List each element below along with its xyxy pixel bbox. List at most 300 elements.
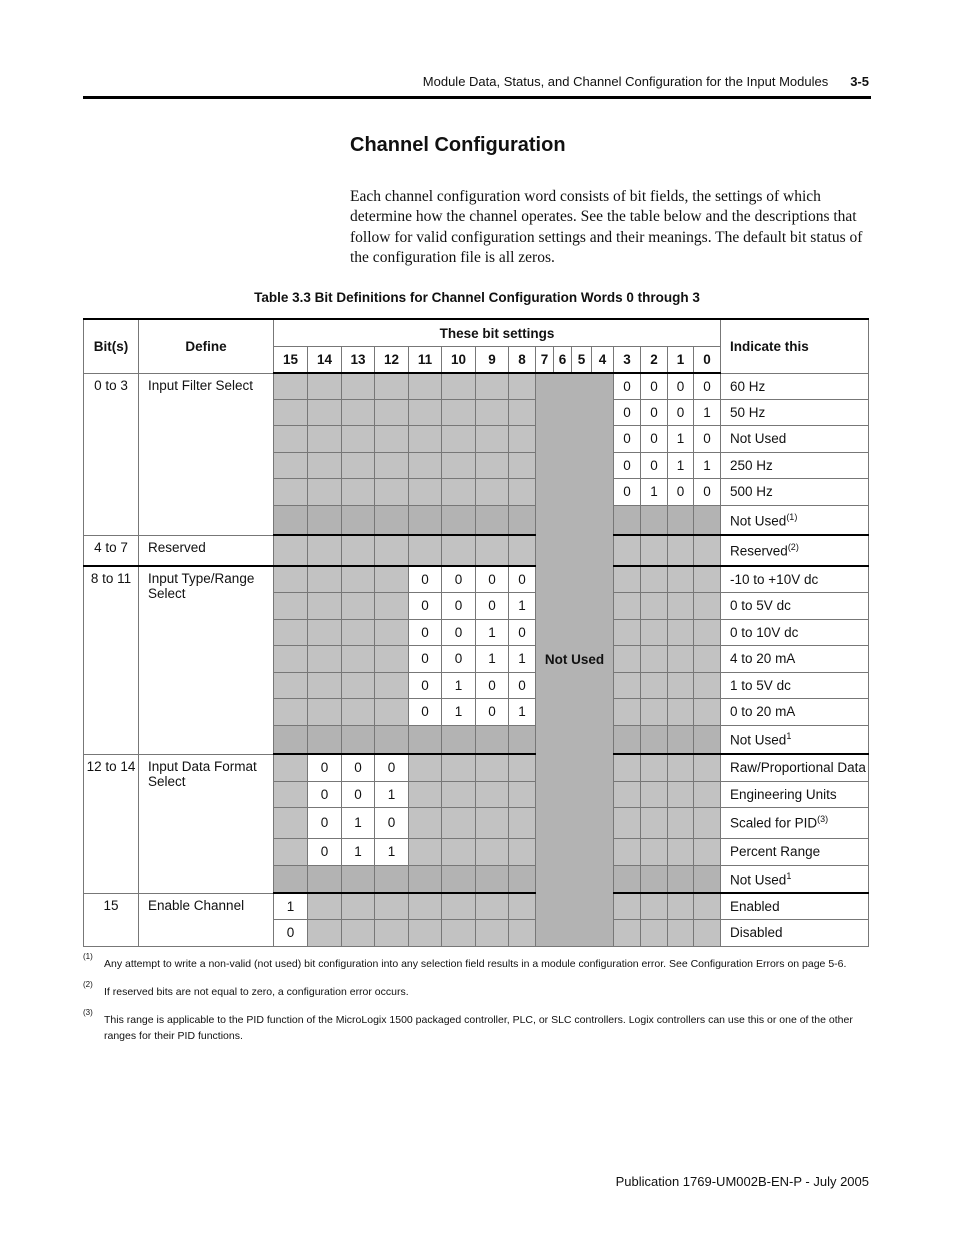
- bit-number-header: 2: [641, 347, 668, 374]
- bit-cell: 1: [694, 452, 721, 478]
- bit-cell: [409, 452, 442, 478]
- bit-cell: [509, 505, 536, 535]
- bit-cell: [694, 619, 721, 645]
- bit-cell: [442, 399, 476, 425]
- bit-cell: [668, 672, 694, 698]
- indicate-cell: [721, 566, 869, 592]
- bit-cell: [342, 592, 375, 619]
- bit-number-header: 5: [572, 347, 592, 374]
- bit-cell: [641, 893, 668, 919]
- bit-cell: 0: [375, 754, 409, 781]
- footnote-mark: (2): [83, 980, 93, 989]
- bit-number-header: 11: [409, 347, 442, 374]
- bit-cell: 0: [476, 698, 509, 725]
- bit-cell: 0: [409, 698, 442, 725]
- indicate-label: Disabled: [730, 925, 783, 940]
- bit-range-cell: 4 to 7: [84, 535, 139, 566]
- bit-cell: [274, 452, 308, 478]
- bit-cell: [694, 592, 721, 619]
- indicate-cell: [721, 893, 869, 919]
- bit-cell: [308, 919, 342, 946]
- indicate-cell: [721, 425, 869, 452]
- bit-cell: [308, 535, 342, 566]
- bit-cell: 0: [375, 807, 409, 838]
- bit-cell: 0: [694, 373, 721, 399]
- indicate-cell: [721, 919, 869, 946]
- bit-cell: [308, 725, 342, 754]
- indicate-cell: [721, 781, 869, 807]
- bit-cell: 0: [668, 373, 694, 399]
- bit-number-header: 8: [509, 347, 536, 374]
- indicate-cell: [721, 838, 869, 865]
- bit-cell: [308, 452, 342, 478]
- bit-cell: [342, 725, 375, 754]
- bit-cell: [308, 399, 342, 425]
- footnote-ref: 1: [786, 870, 792, 881]
- bit-cell: 1: [509, 698, 536, 725]
- bit-number-header: 7: [536, 347, 554, 374]
- bit-cell: [509, 452, 536, 478]
- bit-cell: [641, 781, 668, 807]
- indicate-cell: [721, 592, 869, 619]
- bit-cell: [442, 919, 476, 946]
- bit-cell: [668, 645, 694, 672]
- bit-cell: [442, 425, 476, 452]
- indicate-label: 4 to 20 mA: [730, 651, 796, 666]
- bit-cell: [342, 619, 375, 645]
- header-bits: Bit(s): [84, 319, 139, 373]
- bit-cell: [694, 535, 721, 566]
- bit-cell: [668, 919, 694, 946]
- bit-cell: 1: [641, 478, 668, 505]
- header-settings: These bit settings: [274, 319, 721, 347]
- bit-number-header: 4: [592, 347, 614, 374]
- bit-cell: 1: [375, 781, 409, 807]
- bit-cell: [375, 505, 409, 535]
- bit-cell: [342, 566, 375, 592]
- bit-number-header: 1: [668, 347, 694, 374]
- bit-cell: 1: [442, 672, 476, 698]
- bit-cell: [641, 619, 668, 645]
- bit-cell: [614, 781, 641, 807]
- bit-cell: 0: [442, 619, 476, 645]
- indicate-label: Enabled: [730, 898, 780, 914]
- indicate-cell: [721, 807, 869, 838]
- bit-cell: [476, 781, 509, 807]
- bit-cell: [308, 592, 342, 619]
- bit-cell: [509, 754, 536, 781]
- bit-cell: [409, 919, 442, 946]
- bit-cell: [509, 919, 536, 946]
- bit-number-header: 13: [342, 347, 375, 374]
- bit-cell: [274, 373, 308, 399]
- bit-cell: [614, 505, 641, 535]
- bit-cell: [409, 893, 442, 919]
- bit-cell: [694, 807, 721, 838]
- bit-cell: [694, 566, 721, 592]
- bit-cell: 0: [409, 566, 442, 592]
- bit-cell: [308, 865, 342, 893]
- bit-cell: [308, 672, 342, 698]
- bit-cell: [375, 619, 409, 645]
- bit-cell: [476, 505, 509, 535]
- bit-cell: 0: [342, 781, 375, 807]
- bit-cell: [668, 566, 694, 592]
- bit-cell: 0: [409, 645, 442, 672]
- bit-cell: 0: [342, 754, 375, 781]
- bit-cell: [342, 672, 375, 698]
- bit-cell: [409, 373, 442, 399]
- bit-cell: [668, 838, 694, 865]
- header-indicate: Indicate this: [721, 319, 869, 373]
- indicate-cell: [721, 399, 869, 425]
- bit-cell: [476, 425, 509, 452]
- bit-cell: 0: [641, 452, 668, 478]
- bit-cell: [274, 838, 308, 865]
- bit-cell: [375, 373, 409, 399]
- bit-cell: [668, 698, 694, 725]
- bit-cell: [274, 425, 308, 452]
- bit-cell: 0: [509, 566, 536, 592]
- indicate-cell: [721, 725, 869, 754]
- bit-cell: 0: [614, 478, 641, 505]
- bit-cell: [694, 919, 721, 946]
- bit-cell: [641, 505, 668, 535]
- bit-cell: [668, 619, 694, 645]
- define-cell: Input Data Format Select: [139, 754, 274, 893]
- footnote-ref: 1: [786, 731, 792, 741]
- bit-cell: 0: [668, 399, 694, 425]
- bit-cell: [342, 505, 375, 535]
- bit-cell: [641, 672, 668, 698]
- indicate-cell: [721, 865, 869, 893]
- bit-cell: [442, 505, 476, 535]
- bit-number-header: 0: [694, 347, 721, 374]
- bit-cell: [342, 645, 375, 672]
- bit-cell: [442, 754, 476, 781]
- bit-cell: [614, 592, 641, 619]
- footnote-ref: (1): [786, 511, 798, 522]
- bit-cell: [668, 893, 694, 919]
- table-row: [84, 373, 869, 399]
- bit-cell: [668, 535, 694, 566]
- bit-cell: [375, 865, 409, 893]
- bit-cell: [641, 535, 668, 566]
- bit-cell: 1: [509, 645, 536, 672]
- bit-cell: [694, 838, 721, 865]
- indicate-label: Engineering Units: [730, 786, 837, 802]
- bit-cell: [274, 645, 308, 672]
- bit-number-header: 6: [554, 347, 572, 374]
- footnote-text: If reserved bits are not equal to zero, a configuration error occurs.: [104, 986, 409, 998]
- indicate-label: 0 to 5V dc: [730, 598, 791, 613]
- bit-cell: 1: [694, 399, 721, 425]
- bit-cell: [375, 566, 409, 592]
- bit-cell: [409, 478, 442, 505]
- intro-paragraph: Each channel configuration word consists of bit fields, the settings of which determine how the channel operates. See the table below and the descriptions that follow for valid configuration settings and their meanings. The default bit status of the configuration file is all zeros.: [350, 188, 863, 266]
- bit-cell: [442, 535, 476, 566]
- bit-cell: [274, 478, 308, 505]
- bit-cell: [509, 838, 536, 865]
- bit-cell: [342, 865, 375, 893]
- bit-cell: [694, 725, 721, 754]
- bit-cell: [641, 592, 668, 619]
- bit-definitions-table: [83, 318, 869, 947]
- bit-cell: [641, 919, 668, 946]
- bit-cell: [274, 619, 308, 645]
- bit-cell: 1: [668, 452, 694, 478]
- bit-cell: [641, 698, 668, 725]
- bit-cell: [342, 373, 375, 399]
- bit-cell: [308, 619, 342, 645]
- bit-cell: 0: [641, 425, 668, 452]
- bit-cell: [375, 725, 409, 754]
- bit-cell: [509, 425, 536, 452]
- bit-cell: [409, 425, 442, 452]
- define-cell: Input Type/Range Select: [139, 566, 274, 754]
- bit-cell: [409, 838, 442, 865]
- bit-cell: [409, 505, 442, 535]
- bit-cell: [641, 645, 668, 672]
- bit-cell: [409, 865, 442, 893]
- bit-cell: [442, 725, 476, 754]
- indicate-cell: [721, 373, 869, 399]
- bit-cell: 0: [308, 781, 342, 807]
- bit-cell: [308, 566, 342, 592]
- bit-cell: [342, 919, 375, 946]
- bit-cell: [641, 807, 668, 838]
- bit-cell: [375, 478, 409, 505]
- indicate-cell: [721, 478, 869, 505]
- bit-cell: [308, 373, 342, 399]
- indicate-label: Not Used: [730, 431, 787, 446]
- bit-number-header: 10: [442, 347, 476, 374]
- bit-cell: [442, 452, 476, 478]
- indicate-label: -10 to +10V dc: [730, 571, 819, 587]
- footnote-ref: (3): [817, 814, 829, 825]
- bit-cell: [694, 698, 721, 725]
- bit-cell: 0: [668, 478, 694, 505]
- bit-cell: 0: [308, 838, 342, 865]
- bit-cell: [668, 725, 694, 754]
- bit-cell: [342, 452, 375, 478]
- bit-cell: [694, 865, 721, 893]
- bit-cell: 0: [409, 672, 442, 698]
- bit-cell: [274, 807, 308, 838]
- table-row: [84, 535, 869, 566]
- bit-cell: [274, 672, 308, 698]
- bit-cell: [614, 865, 641, 893]
- bit-cell: [509, 399, 536, 425]
- bit-cell: [409, 725, 442, 754]
- footnote: [83, 952, 871, 972]
- section-title: Channel Configuration: [350, 134, 566, 156]
- bit-cell: [614, 645, 641, 672]
- bit-cell: [476, 478, 509, 505]
- bit-cell: [442, 838, 476, 865]
- bit-cell: [375, 893, 409, 919]
- bit-cell: [509, 725, 536, 754]
- bit-cell: [614, 754, 641, 781]
- bit-number-header: 3: [614, 347, 641, 374]
- bit-cell: [641, 865, 668, 893]
- bit-number-header: 9: [476, 347, 509, 374]
- bit-cell: [342, 399, 375, 425]
- bit-cell: [375, 698, 409, 725]
- indicate-label: Not Used: [730, 872, 787, 887]
- bit-cell: [308, 425, 342, 452]
- bit-cell: 1: [375, 838, 409, 865]
- bit-cell: 0: [476, 672, 509, 698]
- define-cell: Reserved: [139, 535, 274, 566]
- header-rule: [83, 96, 871, 99]
- bit-cell: [668, 865, 694, 893]
- bit-number-header: 12: [375, 347, 409, 374]
- bit-cell: [476, 865, 509, 893]
- bit-cell: 1: [476, 619, 509, 645]
- bit-cell: [476, 399, 509, 425]
- bit-cell: [668, 807, 694, 838]
- bit-cell: 1: [668, 425, 694, 452]
- bit-cell: [409, 535, 442, 566]
- bit-cell: [614, 725, 641, 754]
- bit-cell: [308, 645, 342, 672]
- indicate-cell: [721, 619, 869, 645]
- footnote: [83, 980, 871, 1000]
- bit-cell: [509, 535, 536, 566]
- bit-cell: [308, 505, 342, 535]
- bit-range-cell: 8 to 11: [84, 566, 139, 754]
- bit-cell: [375, 535, 409, 566]
- bit-cell: 0: [476, 592, 509, 619]
- bit-cell: 0: [442, 645, 476, 672]
- bit-number-header: 15: [274, 347, 308, 374]
- bit-range-cell: 12 to 14: [84, 754, 139, 893]
- bit-cell: [476, 535, 509, 566]
- bit-cell: [614, 566, 641, 592]
- bit-cell: [274, 566, 308, 592]
- footnote-ref: (2): [787, 542, 799, 553]
- bit-cell: 0: [614, 399, 641, 425]
- table-caption: Table 3.3 Bit Definitions for Channel Configuration Words 0 through 3: [254, 290, 700, 305]
- bit-cell: [641, 566, 668, 592]
- bit-cell: [274, 754, 308, 781]
- bit-cell: [614, 919, 641, 946]
- bit-cell: [342, 478, 375, 505]
- bit-cell: [442, 865, 476, 893]
- bit-cell: [342, 698, 375, 725]
- bit-cell: [614, 807, 641, 838]
- bit-cell: [509, 807, 536, 838]
- bit-cell: [375, 399, 409, 425]
- bit-cell: [308, 893, 342, 919]
- bit-cell: [442, 781, 476, 807]
- bit-cell: 1: [342, 807, 375, 838]
- bit-cell: [342, 425, 375, 452]
- bit-cell: [476, 893, 509, 919]
- bit-cell: [375, 425, 409, 452]
- indicate-label: Reserved: [730, 543, 788, 559]
- bit-cell: [409, 754, 442, 781]
- bit-cell: 0: [694, 425, 721, 452]
- table-row: [84, 754, 869, 781]
- bit-cell: [409, 807, 442, 838]
- bit-cell: 0: [614, 373, 641, 399]
- bit-cell: 0: [308, 807, 342, 838]
- indicate-label: 500 Hz: [730, 484, 773, 499]
- bit-cell: [442, 893, 476, 919]
- bit-cell: [614, 698, 641, 725]
- bit-cell: [375, 592, 409, 619]
- bit-cell: [342, 893, 375, 919]
- bit-range-cell: 15: [84, 893, 139, 946]
- bit-cell: [274, 698, 308, 725]
- running-header: [83, 74, 869, 89]
- bit-cell: 0: [274, 919, 308, 946]
- bit-cell: [694, 672, 721, 698]
- bit-cell: [409, 781, 442, 807]
- bit-cell: [509, 373, 536, 399]
- bit-cell: [476, 452, 509, 478]
- bit-cell: 0: [641, 373, 668, 399]
- bit-cell: [274, 399, 308, 425]
- not-used-block: Not Used: [536, 373, 614, 946]
- bit-cell: [342, 535, 375, 566]
- bit-cell: [614, 619, 641, 645]
- footnote: [83, 1008, 871, 1044]
- bit-cell: 1: [509, 592, 536, 619]
- indicate-label: Not Used: [730, 732, 787, 748]
- bit-cell: [509, 478, 536, 505]
- bit-cell: [694, 893, 721, 919]
- bit-cell: 0: [694, 478, 721, 505]
- bit-cell: 0: [641, 399, 668, 425]
- bit-cell: [375, 919, 409, 946]
- indicate-label: 250 Hz: [730, 457, 773, 473]
- bit-cell: [694, 645, 721, 672]
- bit-cell: [694, 754, 721, 781]
- indicate-cell: [721, 452, 869, 478]
- bit-cell: 0: [308, 754, 342, 781]
- bit-cell: [442, 807, 476, 838]
- indicate-cell: [721, 672, 869, 698]
- bit-cell: [442, 478, 476, 505]
- bit-cell: [614, 893, 641, 919]
- define-cell: Enable Channel: [139, 893, 274, 946]
- bit-cell: 0: [442, 592, 476, 619]
- bit-cell: 0: [509, 672, 536, 698]
- bit-cell: [614, 838, 641, 865]
- indicate-label: 0 to 10V dc: [730, 624, 799, 640]
- bit-cell: [668, 592, 694, 619]
- bit-cell: 0: [476, 566, 509, 592]
- bit-cell: [308, 478, 342, 505]
- bit-cell: [308, 698, 342, 725]
- indicate-label: 50 Hz: [730, 404, 766, 420]
- footnote-mark: (3): [83, 1008, 93, 1017]
- bit-cell: [476, 919, 509, 946]
- header-define: Define: [139, 319, 274, 373]
- table-row: [84, 566, 869, 592]
- bit-cell: [476, 807, 509, 838]
- bit-cell: [476, 754, 509, 781]
- bit-cell: [274, 725, 308, 754]
- bit-cell: [274, 865, 308, 893]
- bit-cell: [614, 535, 641, 566]
- bit-cell: [668, 505, 694, 535]
- bit-cell: [641, 754, 668, 781]
- bit-cell: [375, 645, 409, 672]
